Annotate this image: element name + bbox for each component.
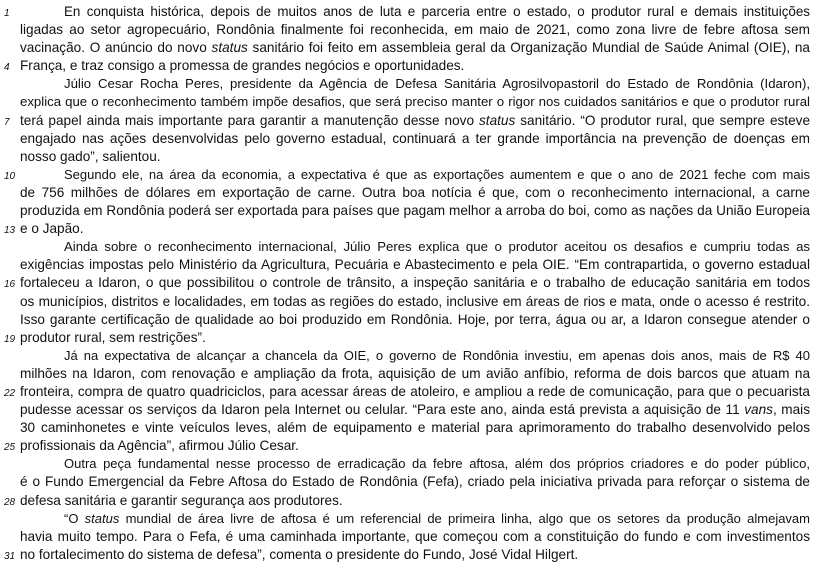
text-segment: 30 caminhonetes e vinte veículos leves, além de equipamento e material para aprimoramento do trabalho desenvolvido pelos — [20, 420, 810, 436]
text-segment: fortaleceu a Idaron, o que possibilitou o controle de trânsito, a inspeção sanitária e o trabalho de educação sanitária em todos — [20, 275, 810, 291]
text-line — [20, 528, 810, 546]
text-line — [20, 401, 810, 419]
line-text — [20, 493, 343, 508]
text-line — [4, 57, 810, 75]
text-line — [4, 112, 811, 130]
text-line — [4, 546, 810, 564]
line-number: 13 — [4, 225, 16, 237]
line-number: 31 — [4, 550, 16, 562]
line-text — [20, 366, 810, 381]
text-segment: França, e traz consigo a promessa de grandes negócios e oportunidades. — [20, 58, 465, 74]
line-text — [20, 22, 810, 37]
text-line — [20, 293, 810, 311]
line-text — [20, 474, 810, 489]
text-segment: e o Japão. — [20, 221, 84, 237]
text-segment: Outra peça fundamental nesse processo de erradicação da febre aftosa, além dos próprios criadores e do poder público, — [64, 456, 810, 472]
line-text — [20, 58, 464, 73]
text-segment: profissionais da Agência”, afirmou Júlio Cesar. — [20, 438, 299, 454]
text-segment: havia muito tempo. Para o Fefa, é uma caminhada importante, que começou com a constituição do fundo e com investimentos — [20, 528, 810, 544]
line-text — [20, 547, 578, 562]
line-text — [20, 275, 810, 290]
line-number: 1 — [4, 8, 10, 19]
line-text — [20, 438, 299, 453]
line-number: 4 — [4, 62, 10, 74]
text-line — [20, 130, 810, 148]
italic-term: vans — [744, 402, 773, 418]
text-segment: defesa sanitária e garantir segurança aos produtores. — [20, 492, 343, 508]
line-text — [20, 420, 810, 435]
text-segment: En conquista histórica, depois de muitos anos de luta e parceria entre o estado, o produtor rural e demais instituições — [64, 4, 810, 19]
text-line — [20, 347, 810, 365]
line-text — [20, 221, 84, 236]
line-text — [20, 312, 810, 327]
text-line — [20, 473, 810, 491]
text-segment: Ainda sobre o reconhecimento internacional, Júlio Peres explica que o produtor aceitou os desafios e cumpriu todas as — [64, 239, 810, 255]
text-line — [20, 238, 810, 256]
text-line — [4, 437, 810, 455]
text-segment: vacinação. O anúncio do novo — [20, 40, 212, 56]
line-number: 25 — [4, 442, 16, 454]
text-segment: terá papel ainda mais importante para garantir a manutenção desse novo — [20, 112, 479, 128]
text-segment: pudesse acessar os serviços da Idaron pela Internet ou celular. “Para este ano, ainda está prevista a aquisição de 11 — [20, 402, 745, 418]
text-segment: produtor rural, sem restrições”. — [20, 329, 206, 345]
text-line — [20, 419, 810, 437]
line-text — [64, 76, 810, 91]
text-line — [20, 39, 810, 57]
text-segment: engajado nas ações desenvolvidas pelo governo estadual, continuará a ter grande importância na prevenção de doenças em — [20, 130, 810, 146]
text-segment: nosso gado”, salientou. — [20, 148, 161, 164]
line-text — [20, 40, 810, 55]
text-line — [20, 256, 810, 274]
text-line — [20, 202, 810, 220]
text-segment: explica que o reconhecimento também impõe desafios, que será preciso manter o rigor nos cuidados sanitários e que o produtor rural — [20, 94, 810, 110]
line-text — [20, 203, 810, 218]
text-segment: , mais — [772, 402, 810, 418]
text-line — [4, 3, 810, 21]
italic-term: status — [84, 510, 120, 526]
line-number: 19 — [4, 333, 16, 345]
text-segment: mundial de área livre de aftosa é um referencial de primeira linha, algo que os setores da produção almejavam — [119, 510, 810, 526]
line-text — [20, 94, 810, 109]
line-text — [64, 348, 810, 363]
text-segment: exigências impostas pelo Ministério da Agricultura, Pecuária e Abastecimento e pela OIE. “Em contrapartida, o governo estadual — [20, 257, 810, 273]
line-text — [20, 257, 810, 272]
text-line — [20, 75, 810, 93]
line-number: 10 — [4, 170, 16, 182]
text-segment: Isso garante certificação de qualidade ao boi produzido em Rondônia. Hoje, por terra, água ou ar, a Idaron consegue atender o — [20, 311, 810, 327]
text-segment: Júlio Cesar Rocha Peres, presidente da Agência de Defesa Sanitária Agrosilvopastoril do Estado de Rondônia (Idaron), — [64, 76, 810, 92]
text-line — [4, 492, 810, 510]
text-segment: Segundo ele, na área da economia, a expectativa é que as exportações aumentem e que o ano de 2021 feche com mais — [64, 166, 810, 182]
text-segment: os municípios, distritos e localidades, em todas as regiões do estado, inclusive em áreas de rios e mata, onde o acesso é restrito. — [20, 293, 810, 309]
text-line — [20, 510, 810, 528]
text-segment: fronteira, compra de quatro quadriciclos, para acessar áreas de atoleiro, e ampliou a rede de comunicação, para que o pecuarista — [20, 383, 810, 399]
line-text — [20, 529, 810, 544]
text-line — [20, 455, 810, 473]
text-line — [20, 21, 810, 39]
line-number: 28 — [4, 496, 16, 508]
text-segment: “O — [64, 510, 85, 526]
text-line — [20, 184, 810, 202]
text-segment: de 756 milhões de dólares em exportação de carne. Outra boa notícia é que, com o reconhecimento internacional, a carne — [20, 184, 810, 200]
text-segment: ligadas ao setor agropecuário, Rondônia finalmente foi reconhecida, em maio de 2021, como zona livre de febre aftosa sem — [20, 22, 810, 38]
text-line — [20, 365, 810, 383]
document-body — [4, 3, 811, 564]
italic-term: status — [211, 40, 248, 56]
text-line — [20, 93, 810, 111]
text-line — [20, 311, 810, 329]
line-text — [20, 131, 810, 146]
text-line — [20, 148, 810, 166]
text-line — [4, 166, 810, 184]
line-number: 22 — [4, 387, 16, 399]
line-text — [20, 294, 810, 309]
text-segment: produzida em Rondônia poderá ser exportada para países que pagam melhor a arroba do boi, como as nações da União Europeia — [20, 203, 810, 219]
text-line — [4, 220, 810, 238]
line-text — [64, 167, 810, 182]
text-line — [4, 274, 810, 292]
line-number: 7 — [4, 116, 10, 128]
line-text — [20, 402, 810, 417]
line-text — [64, 511, 810, 526]
line-text — [20, 185, 810, 200]
line-text — [20, 113, 810, 128]
line-text — [64, 456, 810, 471]
text-segment: no fortalecimento do sistema de defesa”, comenta o presidente do Fundo, José Vidal Hilgert. — [20, 546, 579, 562]
text-segment: sanitário. “O produtor rural, que sempre esteve — [515, 112, 811, 128]
line-text — [64, 4, 810, 19]
line-text — [20, 149, 161, 164]
italic-term: status — [479, 112, 516, 128]
line-text — [64, 239, 810, 254]
text-segment: sanitário foi feito em assembleia geral da Organização Mundial de Saúde Animal (OIE), na — [247, 40, 810, 56]
text-line — [4, 329, 810, 347]
text-segment: Já na expectativa de alcançar a chancela da OIE, o governo de Rondônia investiu, em apenas dois anos, mais de R$ 40 — [64, 347, 810, 363]
line-text — [20, 330, 206, 345]
line-text — [20, 384, 810, 399]
text-segment: milhões na Idaron, com renovação e ampliação da frota, aquisição de um avião anfíbio, reforma de dois barcos que atuam na — [20, 365, 810, 381]
line-number: 16 — [4, 279, 16, 291]
text-segment: é o Fundo Emergencial da Febre Aftosa do Estado de Rondônia (Fefa), criado pela iniciativa privada para reforçar o sistema de — [20, 474, 810, 490]
text-line — [4, 383, 810, 401]
